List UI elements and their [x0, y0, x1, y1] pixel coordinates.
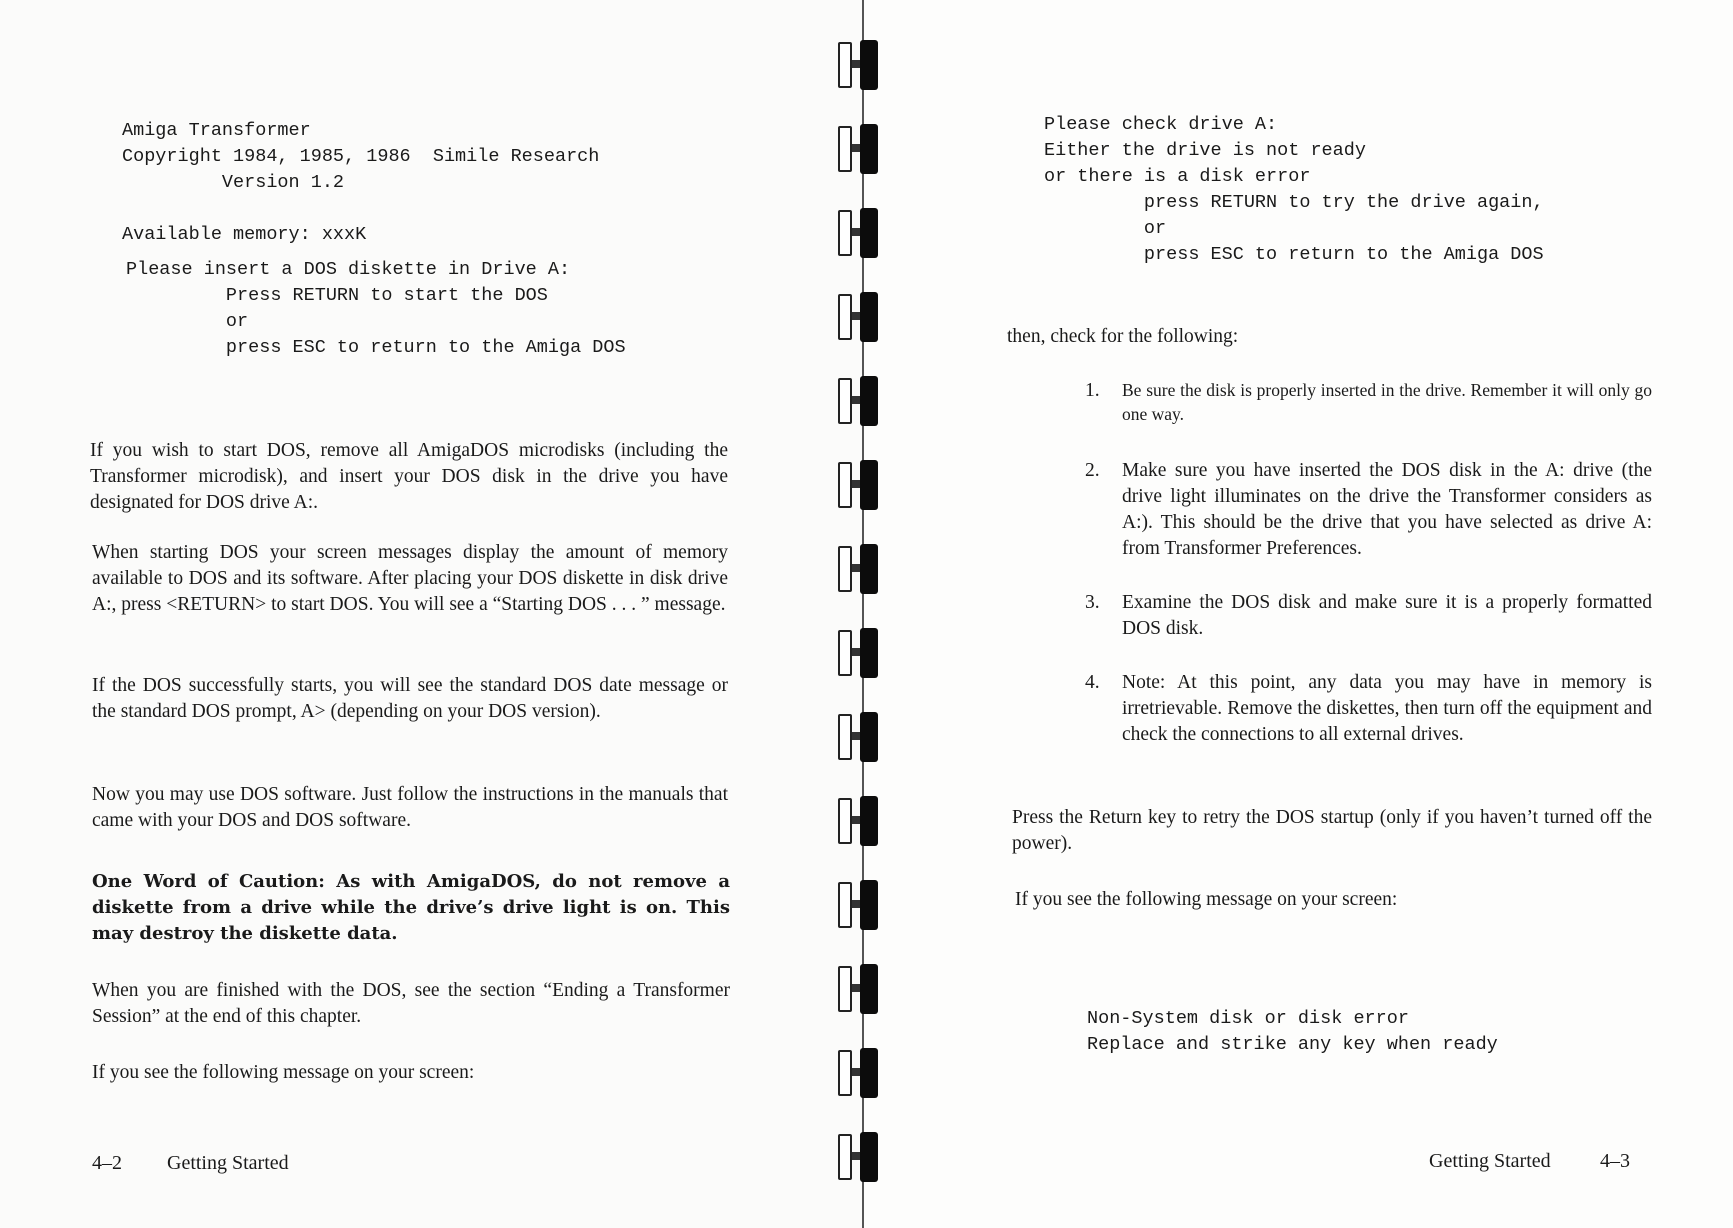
- paragraph: If you see the following message on your screen:: [92, 1062, 475, 1083]
- binding-ring: [838, 294, 896, 340]
- list-number: 1.: [1085, 380, 1100, 401]
- list-number: 2.: [1085, 460, 1100, 481]
- intro-text: then, check for the following:: [1007, 326, 1239, 347]
- binding-ring: [838, 378, 896, 424]
- binding-ring: [838, 42, 896, 88]
- terminal-line: or there is a disk error: [1044, 166, 1311, 187]
- terminal-line: or: [126, 311, 249, 332]
- paragraph: When you are finished with the DOS, see the section “Ending a Transformer Session” at the end of this chapter.: [92, 980, 730, 1027]
- paragraph: If the DOS successfully starts, you will see the standard DOS date message or the standard DOS prompt, A> (depending on your DOS version).: [92, 675, 728, 722]
- terminal-line: Please check drive A:: [1044, 114, 1278, 135]
- binding-ring: [838, 1134, 896, 1180]
- binding-ring: [838, 966, 896, 1012]
- list-number: 4.: [1085, 672, 1100, 693]
- terminal-line: Press RETURN to start the DOS: [126, 285, 548, 306]
- paragraph: If you see the following message on your screen:: [1015, 889, 1398, 910]
- binding-ring: [838, 630, 896, 676]
- terminal-line: press ESC to return to the Amiga DOS: [126, 337, 626, 358]
- paragraph: When starting DOS your screen messages display the amount of memory available to DOS and its software. After placing your DOS diskette in disk drive A:, press <RETURN> to start DOS. You will see a “Starting DOS . . . ” message.: [92, 542, 728, 615]
- page-number: 4–3: [1600, 1150, 1630, 1172]
- error-line: Non-System disk or disk error: [1087, 1008, 1409, 1029]
- terminal-line: Amiga Transformer: [122, 120, 311, 141]
- terminal-line: Version 1.2: [122, 172, 345, 193]
- binding-ring: [838, 210, 896, 256]
- caution-paragraph: One Word of Caution: As with AmigaDOS, do not remove a diskette from a drive while the drive’s drive light is on. This may destroy the diskette data.: [92, 871, 730, 944]
- terminal-line: or: [1044, 218, 1167, 239]
- list-item: Examine the DOS disk and make sure it is a properly formatted DOS disk.: [1122, 592, 1652, 639]
- binding-ring: [838, 714, 896, 760]
- terminal-line: Please insert a DOS diskette in Drive A:: [126, 259, 571, 280]
- terminal-line: Either the drive is not ready: [1044, 140, 1366, 161]
- list-item: Make sure you have inserted the DOS disk in the A: drive (the drive light illuminates on the drive the Transformer considers as A:). This should be the drive that you have selected as drive A: from Transformer Preferences.: [1122, 460, 1652, 559]
- list-item: Note: At this point, any data you may have in memory is irretrievable. Remove the diskettes, then turn off the equipment and check the connections to all external drives.: [1122, 672, 1652, 745]
- paragraph: Press the Return key to retry the DOS startup (only if you haven’t turned off the power).: [1012, 807, 1652, 854]
- error-line: Replace and strike any key when ready: [1087, 1034, 1498, 1055]
- paragraph: If you wish to start DOS, remove all AmigaDOS microdisks (including the Transformer microdisk), and insert your DOS disk in the drive you have designated for DOS drive A:.: [90, 440, 728, 513]
- terminal-line: Copyright 1984, 1985, 1986 Simile Research: [122, 146, 600, 167]
- footer-title: Getting Started: [167, 1152, 289, 1174]
- list-item: Be sure the disk is properly inserted in the drive. Remember it will only go one way.: [1122, 380, 1652, 424]
- binding-ring: [838, 1050, 896, 1096]
- terminal-line: press RETURN to try the drive again,: [1044, 192, 1544, 213]
- left-page: [0, 0, 862, 1228]
- terminal-line: press ESC to return to the Amiga DOS: [1044, 244, 1544, 265]
- terminal-line: Available memory: xxxK: [122, 224, 367, 245]
- binding-ring: [838, 546, 896, 592]
- paragraph: Now you may use DOS software. Just follow the instructions in the manuals that came with your DOS and DOS software.: [92, 784, 728, 831]
- binding-ring: [838, 462, 896, 508]
- footer-title: Getting Started: [1429, 1150, 1551, 1172]
- binding-ring: [838, 798, 896, 844]
- list-number: 3.: [1085, 592, 1100, 613]
- page-number: 4–2: [92, 1152, 122, 1174]
- binding-ring: [838, 126, 896, 172]
- binding-spine: [862, 0, 864, 1228]
- right-page: [862, 0, 1733, 1228]
- binding-ring: [838, 882, 896, 928]
